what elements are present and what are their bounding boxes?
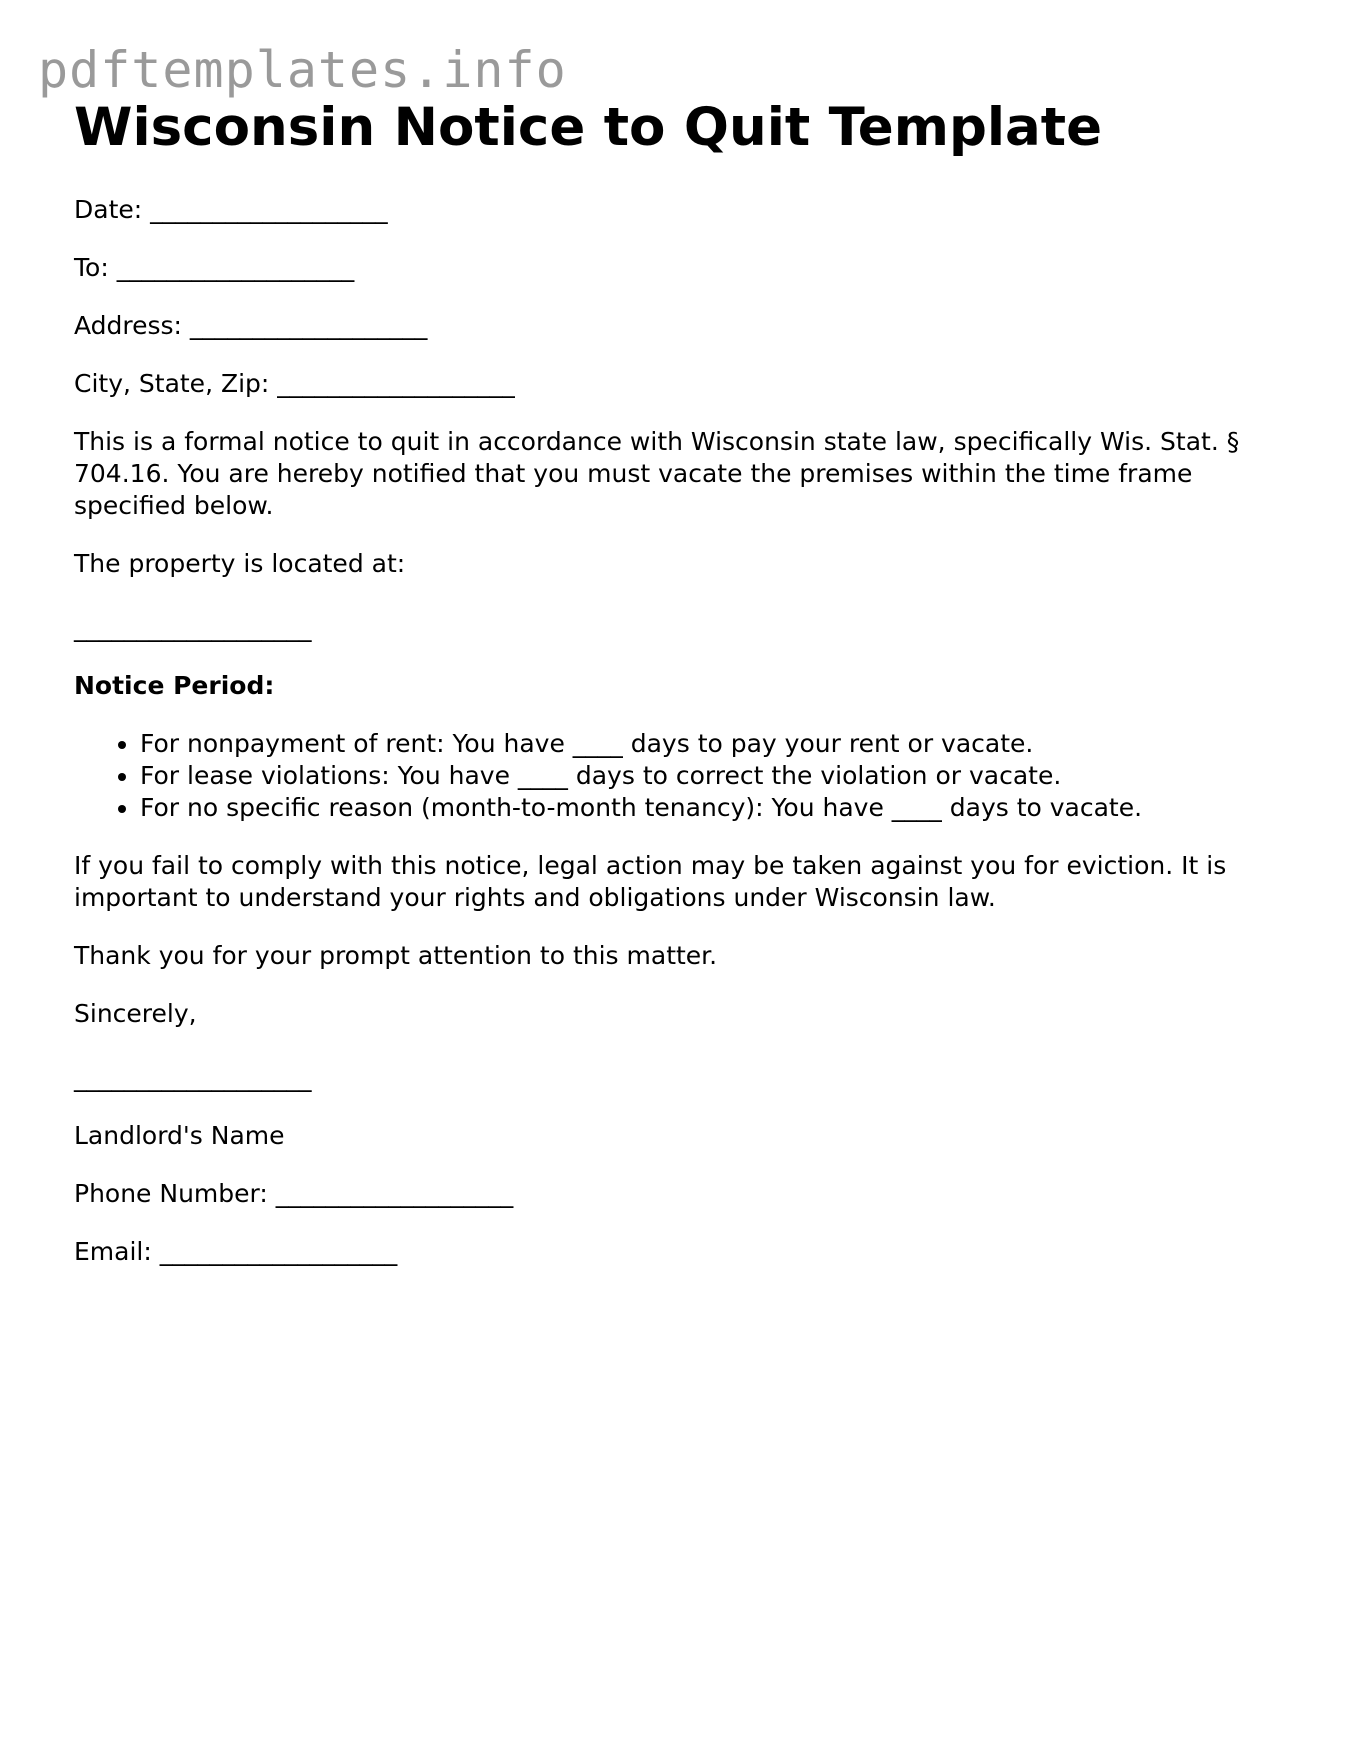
watermark-text: pdftemplates.info [38,41,567,99]
notice-item-no-reason: • For no specific reason (month-to-month tenancy): You have ____ days to vacate. [140,792,1294,824]
property-label: The property is located at: [74,549,406,578]
intro-paragraph: This is a formal notice to quit in accordance with Wisconsin state law, specifically Wis. Stat. § 704.16. You are hereby notified that you must vacate the premises within the time frame specified below. [74,427,1240,520]
notice-period-heading: Notice Period: [74,671,275,700]
city-state-zip-field[interactable]: City, State, Zip: ___________________ [74,369,515,398]
notice-period-list [74,728,1294,824]
notice-item-nonpayment: • For nonpayment of rent: You have ____ days to pay your rent or vacate. [140,728,1294,760]
address-field[interactable]: Address: ___________________ [74,311,428,340]
thanks-paragraph: Thank you for your prompt attention to this matter. [74,941,718,970]
phone-field[interactable]: Phone Number: ___________________ [74,1179,514,1208]
document-title: Wisconsin Notice to Quit Template [74,97,1103,158]
email-field[interactable]: Email: ___________________ [74,1237,398,1266]
consequence-paragraph: If you fail to comply with this notice, legal action may be taken against you for eviction. It is important to understand your rights and obligations under Wisconsin law. [74,851,1227,912]
signature-blank[interactable]: ___________________ [74,1063,312,1092]
date-field[interactable]: Date: ___________________ [74,195,388,224]
landlord-name-label: Landlord's Name [74,1121,285,1150]
closing-text: Sincerely, [74,999,197,1028]
notice-item-lease-violations: • For lease violations: You have ____ days to correct the violation or vacate. [140,760,1294,792]
document-body [74,96,1294,1294]
property-blank[interactable]: ___________________ [74,613,312,642]
to-field[interactable]: To: ___________________ [74,253,355,282]
